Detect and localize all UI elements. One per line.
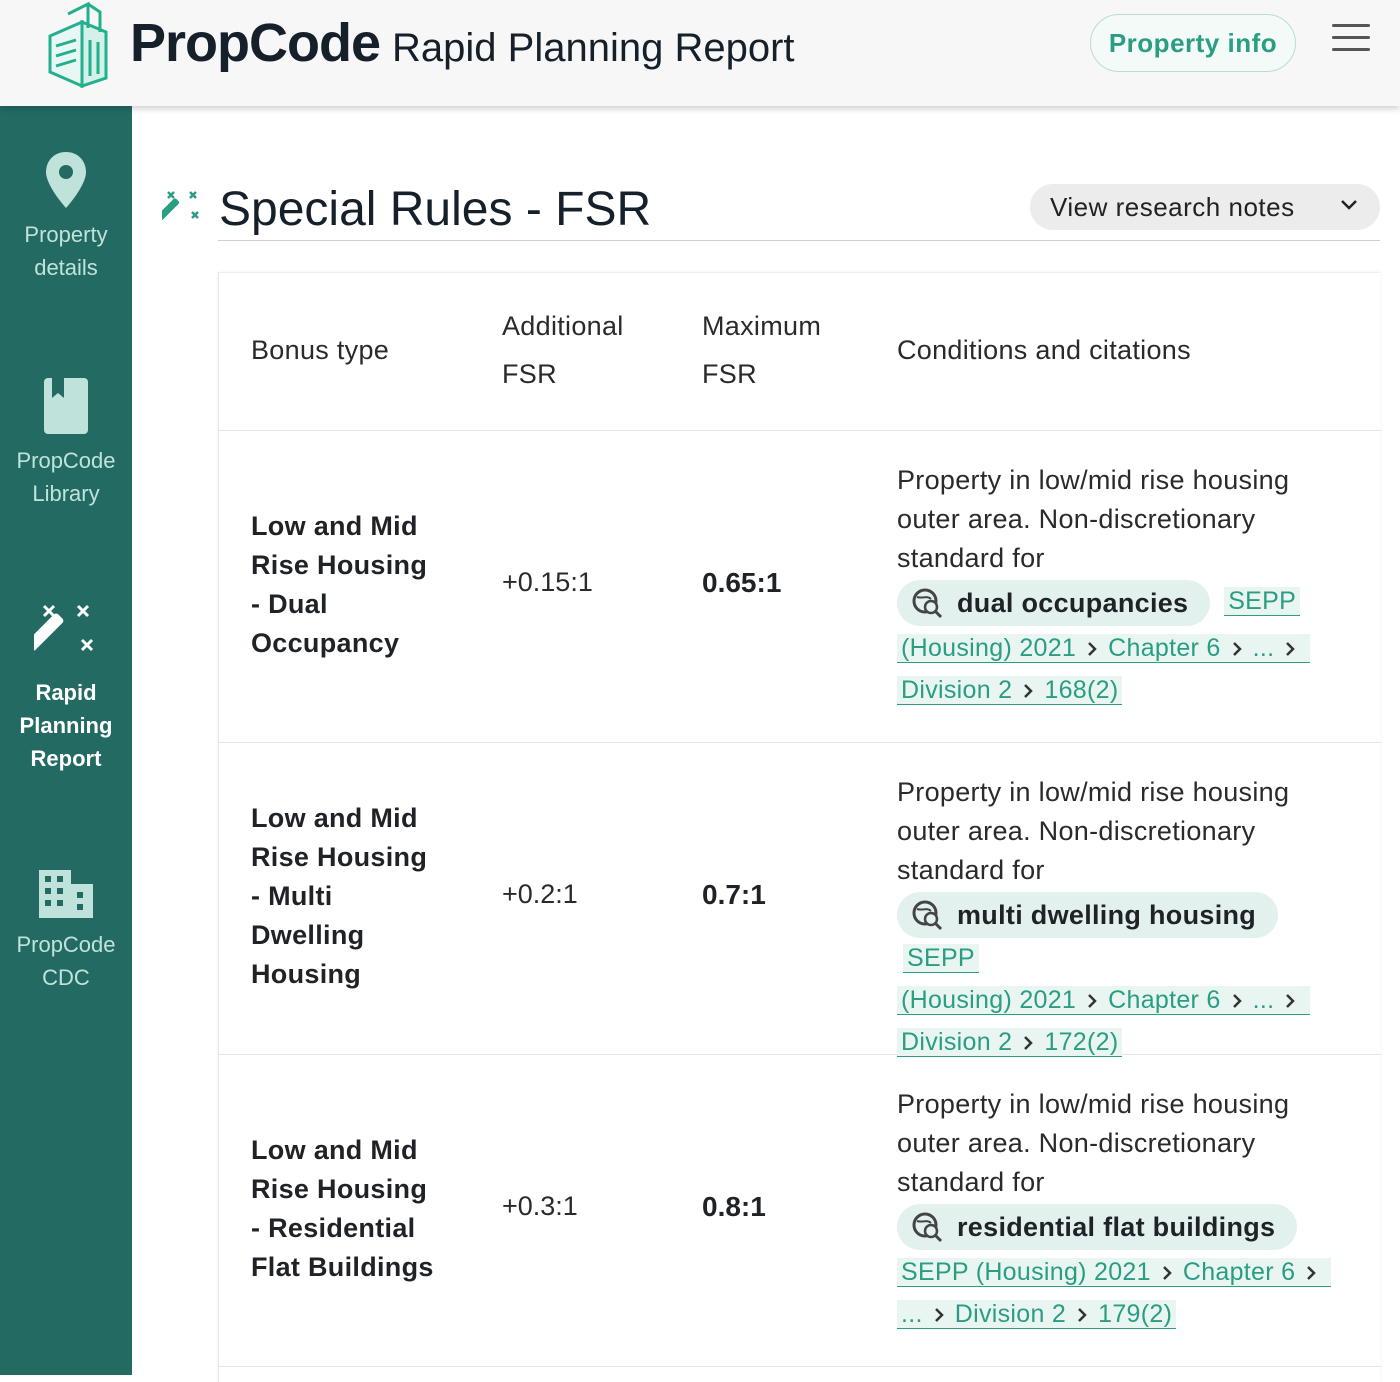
condition-line: standard for (897, 1167, 1045, 1197)
bonus-type-cell (251, 507, 451, 663)
bonus-type-line: Rise Housing (251, 842, 428, 872)
sidebar-item-property-details[interactable] (0, 150, 132, 284)
citation-link[interactable] (897, 986, 1310, 1015)
book-icon (42, 376, 90, 436)
brand-name: PropCode (130, 13, 381, 73)
chevron-right-icon (1231, 993, 1243, 1009)
building-icon (37, 868, 95, 920)
column-header-line: FSR (502, 359, 557, 389)
column-header-maximum-fsr (702, 302, 821, 398)
citation-part: Division 2 (901, 676, 1013, 704)
bonus-type-line: - Dual (251, 589, 328, 619)
search-globe-icon (909, 897, 945, 933)
table-header (219, 273, 1381, 431)
sidebar-item-label: Rapid (35, 680, 97, 705)
bonus-type-line: - Residential (251, 1213, 416, 1243)
additional-fsr-value: +0.2:1 (502, 879, 578, 909)
bonus-type-line: Rise Housing (251, 1174, 428, 1204)
citation-part: Division 2 (954, 1300, 1067, 1328)
sidebar-item-label: CDC (42, 965, 90, 990)
citation-link[interactable] (897, 1300, 1176, 1329)
sidebar-item-label: Library (32, 481, 100, 506)
chip-label: residential flat buildings (957, 1211, 1276, 1242)
citation-link[interactable] (897, 634, 1310, 663)
chevron-right-icon (1161, 1265, 1173, 1281)
section-header (162, 178, 1380, 242)
citation-part: ... (1252, 986, 1275, 1014)
column-header-additional-fsr (502, 302, 624, 398)
chevron-right-icon (1284, 993, 1296, 1009)
citation-link[interactable] (897, 1258, 1331, 1287)
land-use-chip[interactable] (897, 580, 1210, 626)
condition-line: outer area. Non-discretionary (897, 504, 1256, 534)
bonus-type-line: Low and Mid (251, 511, 418, 541)
chevron-right-icon (1086, 641, 1098, 657)
citation-part: Chapter 6 (1108, 986, 1221, 1014)
sidebar-item-label: details (34, 255, 98, 280)
land-use-chip[interactable] (897, 892, 1278, 938)
view-research-notes-button[interactable] (1030, 184, 1380, 230)
table-row (219, 1055, 1381, 1367)
column-header-line: Additional (502, 311, 624, 341)
condition-line: outer area. Non-discretionary (897, 1128, 1256, 1158)
bonus-type-line: - Multi (251, 881, 333, 911)
additional-fsr-value: +0.15:1 (502, 567, 593, 597)
bonus-type-line: Low and Mid (251, 1135, 418, 1165)
top-bar (0, 0, 1400, 106)
bonus-type-line: Low and Mid (251, 803, 418, 833)
sidebar-item-label: Planning (19, 713, 113, 738)
sidebar-item-rapid-planning-report[interactable] (0, 602, 132, 775)
brand-subtitle: Rapid Planning Report (392, 26, 795, 70)
additional-fsr-value: +0.3:1 (502, 1191, 578, 1221)
condition-line: outer area. Non-discretionary (897, 816, 1256, 846)
citation-part: (Housing) 2021 (901, 986, 1077, 1014)
section-divider (218, 240, 1380, 241)
column-header-line: FSR (702, 359, 757, 389)
sidebar-item-label: Report (30, 746, 102, 771)
sidebar-item-label: Property (24, 222, 108, 247)
hamburger-menu-icon[interactable] (1332, 24, 1370, 52)
research-notes-label: View research notes (1050, 191, 1295, 222)
magic-wand-icon (162, 190, 202, 230)
citation-link[interactable]: SEPP (1224, 587, 1300, 616)
chip-label: dual occupancies (957, 587, 1189, 618)
fsr-rules-table (218, 272, 1380, 1382)
chevron-right-icon (1284, 641, 1296, 657)
conditions-cell (897, 1085, 1357, 1334)
citation-part: Chapter 6 (1182, 1258, 1296, 1286)
citation-part: (Housing) 2021 (901, 634, 1077, 662)
citation-part: ... (901, 1300, 923, 1328)
land-use-chip[interactable] (897, 1204, 1297, 1250)
brand (130, 12, 795, 74)
bonus-type-line: Housing (251, 959, 362, 989)
map-pin-icon (44, 150, 88, 210)
maximum-fsr-value: 0.7:1 (702, 879, 766, 910)
property-info-button[interactable]: Property info (1090, 14, 1296, 72)
sidebar-item-propcode-library[interactable] (0, 376, 132, 510)
chip-label: multi dwelling housing (957, 899, 1257, 930)
citation-link[interactable]: SEPP (903, 944, 979, 973)
condition-line: Property in low/mid rise housing (897, 465, 1290, 495)
section-title: Special Rules - FSR (219, 183, 652, 236)
condition-line: Property in low/mid rise housing (897, 777, 1290, 807)
citation-part: Chapter 6 (1108, 634, 1221, 662)
citation-part: 179(2) (1098, 1300, 1173, 1328)
bonus-type-line: Occupancy (251, 628, 400, 658)
sidebar-item-propcode-cdc[interactable] (0, 868, 132, 994)
condition-line: Property in low/mid rise housing (897, 1089, 1290, 1119)
column-header-line: Maximum (702, 311, 822, 341)
chevron-right-icon (1076, 1307, 1088, 1323)
maximum-fsr-value: 0.8:1 (702, 1191, 766, 1222)
search-globe-icon (909, 1209, 945, 1245)
citation-part: ... (1252, 634, 1275, 662)
chevron-right-icon (933, 1307, 945, 1323)
citation-link[interactable] (897, 676, 1122, 705)
bonus-type-line: Flat Buildings (251, 1252, 434, 1282)
conditions-cell (897, 461, 1357, 710)
sidebar (0, 106, 132, 1375)
column-header-bonus-type: Bonus type (251, 335, 390, 365)
condition-line: standard for (897, 543, 1045, 573)
chevron-right-icon (1022, 683, 1034, 699)
condition-line: standard for (897, 855, 1045, 885)
chevron-right-icon (1231, 641, 1243, 657)
table-row (219, 743, 1381, 1055)
search-globe-icon (909, 585, 945, 621)
chevron-right-icon (1305, 1265, 1317, 1281)
citation-part: SEPP (Housing) 2021 (901, 1258, 1151, 1286)
bonus-type-line: Dwelling (251, 920, 365, 950)
citation-part: Division 2 (901, 1028, 1013, 1056)
chevron-right-icon (1086, 993, 1098, 1009)
chevron-right-icon (1022, 1035, 1034, 1051)
citation-part: 172(2) (1044, 1028, 1119, 1056)
column-header-conditions: Conditions and citations (897, 335, 1191, 365)
bonus-type-cell (251, 1131, 471, 1287)
sidebar-item-label: PropCode (16, 448, 116, 473)
conditions-cell (897, 773, 1367, 1062)
bonus-type-cell (251, 799, 451, 994)
bonus-type-line: Rise Housing (251, 550, 428, 580)
maximum-fsr-value: 0.65:1 (702, 567, 782, 598)
chevron-down-icon (1340, 196, 1358, 214)
propcode-logo-icon[interactable] (42, 2, 116, 90)
citation-part: 168(2) (1044, 676, 1119, 704)
magic-wand-icon (34, 602, 98, 668)
table-row (219, 431, 1381, 743)
citation-link[interactable] (897, 1028, 1122, 1057)
sidebar-item-label: PropCode (16, 932, 116, 957)
